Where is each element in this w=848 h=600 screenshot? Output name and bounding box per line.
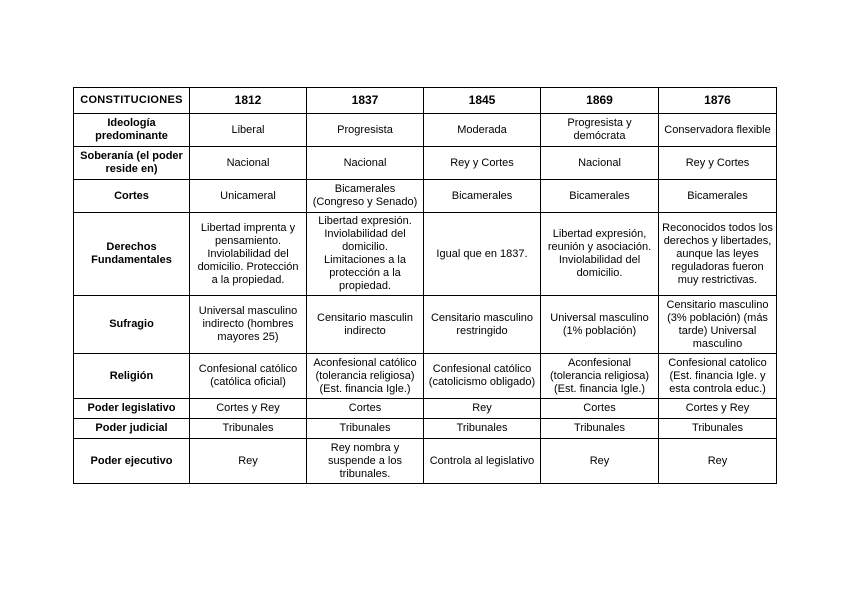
- table-cell: Censitario masculino (3% población) (más tarde) Universal masculino: [659, 296, 777, 354]
- table-cell: Libertad imprenta y pensamiento. Inviolabilidad del domicilio. Protección a la propiedad.: [190, 213, 307, 296]
- table-cell: Universal masculino indirecto (hombres mayores 25): [190, 296, 307, 354]
- row-ideologia: [74, 114, 777, 147]
- table-cell: Cortes: [307, 399, 424, 419]
- table-cell: Reconocidos todos los derechos y libertades, aunque las leyes reguladoras fueron muy restrictivas.: [659, 213, 777, 296]
- table-cell: Universal masculino (1% población): [541, 296, 659, 354]
- row-label: Ideología predominante: [74, 114, 190, 147]
- table-cell: Confesional catolico (Est. financia Igle. y esta controla educ.): [659, 354, 777, 399]
- table-cell: Rey: [424, 399, 541, 419]
- table-cell: Igual que en 1837.: [424, 213, 541, 296]
- row-label: Derechos Fundamentales: [74, 213, 190, 296]
- table-cell: Aconfesional (tolerancia religiosa) (Est. financia Igle.): [541, 354, 659, 399]
- table-cell: Aconfesional católico (tolerancia religiosa) (Est. financia Igle.): [307, 354, 424, 399]
- table-cell: Rey nombra y suspende a los tribunales.: [307, 439, 424, 484]
- table-cell: Libertad expresión. Inviolabilidad del domicilio. Limitaciones a la protección a la propiedad.: [307, 213, 424, 296]
- table-cell: Nacional: [541, 147, 659, 180]
- table-cell: Confesional católico (católica oficial): [190, 354, 307, 399]
- table-cell: Rey: [190, 439, 307, 484]
- table-cell: Nacional: [307, 147, 424, 180]
- table-cell: Bicamerales: [659, 180, 777, 213]
- row-label: Cortes: [74, 180, 190, 213]
- table-cell: Unicameral: [190, 180, 307, 213]
- row-label: Poder judicial: [74, 419, 190, 439]
- row-derechos: [74, 213, 777, 296]
- table-cell: Bicamerales (Congreso y Senado): [307, 180, 424, 213]
- table-cell: Censitario masculino restringido: [424, 296, 541, 354]
- table-cell: Tribunales: [659, 419, 777, 439]
- table-cell: Progresista: [307, 114, 424, 147]
- row-cortes: [74, 180, 777, 213]
- row-label: Sufragio: [74, 296, 190, 354]
- row-label: Poder ejecutivo: [74, 439, 190, 484]
- table-cell: Bicamerales: [541, 180, 659, 213]
- table-cell: Cortes y Rey: [190, 399, 307, 419]
- table-cell: Bicamerales: [424, 180, 541, 213]
- table-cell: Cortes: [541, 399, 659, 419]
- table-cell: Conservadora flexible: [659, 114, 777, 147]
- row-sufragio: [74, 296, 777, 354]
- table-cell: Cortes y Rey: [659, 399, 777, 419]
- table-cell: Tribunales: [541, 419, 659, 439]
- table-cell: Moderada: [424, 114, 541, 147]
- table-cell: Rey: [541, 439, 659, 484]
- table-cell: Tribunales: [190, 419, 307, 439]
- row-label: Poder legislativo: [74, 399, 190, 419]
- table-cell: Tribunales: [307, 419, 424, 439]
- table-cell: Libertad expresión, reunión y asociación. Inviolabilidad del domicilio.: [541, 213, 659, 296]
- table-cell: Liberal: [190, 114, 307, 147]
- row-poder-judicial: [74, 419, 777, 439]
- row-label: Religión: [74, 354, 190, 399]
- row-poder-legislativo: [74, 399, 777, 419]
- row-religion: [74, 354, 777, 399]
- table-cell: Nacional: [190, 147, 307, 180]
- header-year-1876: 1876: [659, 88, 777, 114]
- header-corner: CONSTITUCIONES: [74, 88, 190, 114]
- table-cell: Rey y Cortes: [424, 147, 541, 180]
- header-year-1812: 1812: [190, 88, 307, 114]
- table-cell: Controla al legislativo: [424, 439, 541, 484]
- table-cell: Rey: [659, 439, 777, 484]
- header-year-1869: 1869: [541, 88, 659, 114]
- header-row: [74, 88, 777, 114]
- row-poder-ejecutivo: [74, 439, 777, 484]
- header-year-1845: 1845: [424, 88, 541, 114]
- constitutions-table: [73, 87, 777, 484]
- table-cell: Confesional católico (catolicismo obligado): [424, 354, 541, 399]
- row-soberania: [74, 147, 777, 180]
- table-cell: Tribunales: [424, 419, 541, 439]
- table-cell: Censitario masculin indirecto: [307, 296, 424, 354]
- row-label: Soberanía (el poder reside en): [74, 147, 190, 180]
- table-cell: Rey y Cortes: [659, 147, 777, 180]
- table-cell: Progresista y demócrata: [541, 114, 659, 147]
- header-year-1837: 1837: [307, 88, 424, 114]
